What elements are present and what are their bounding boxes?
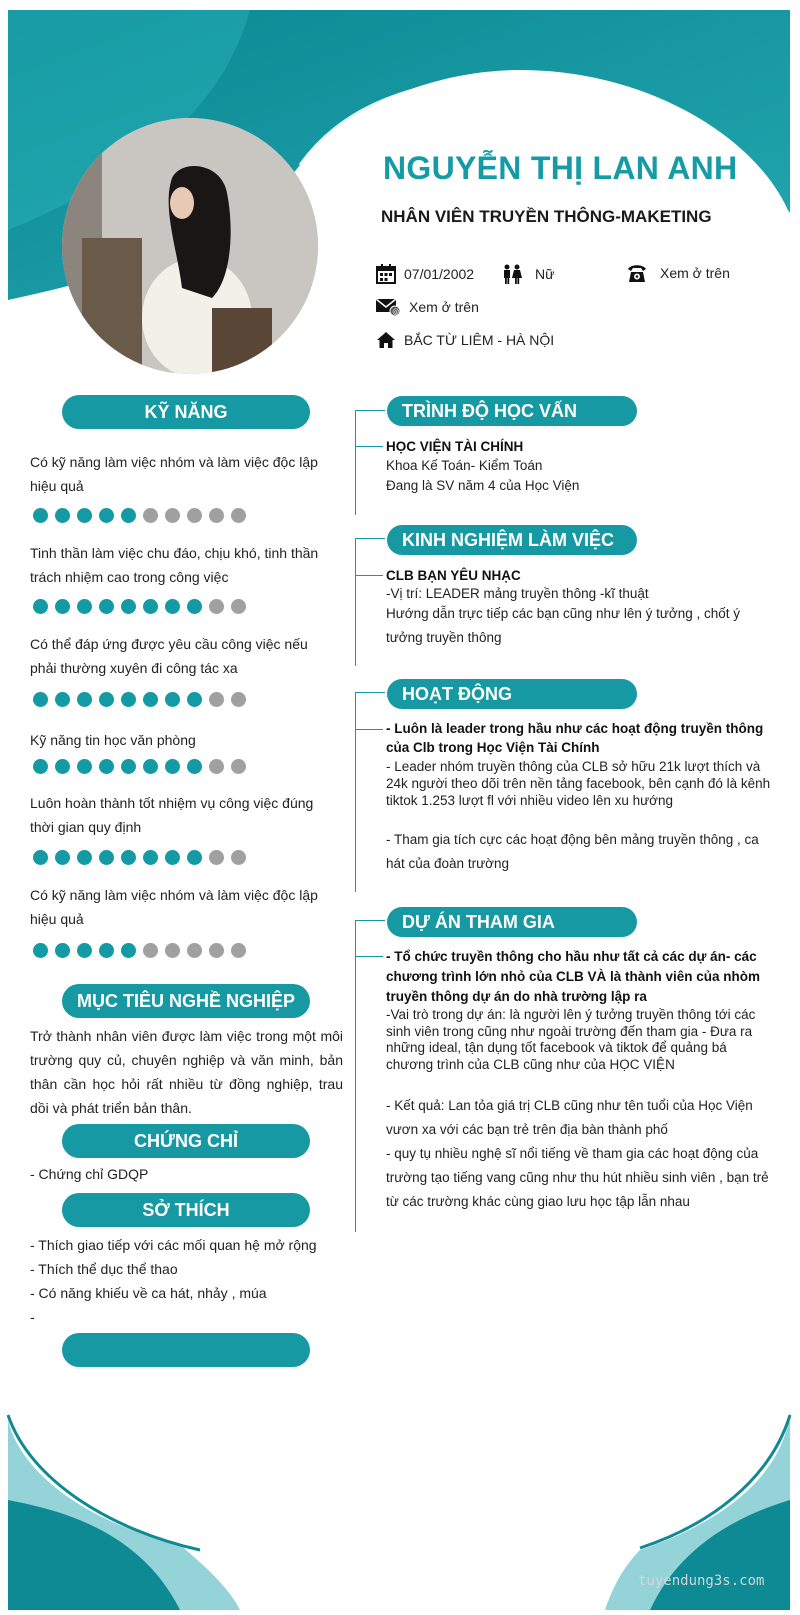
rating-dot-empty [231,943,246,958]
address-info [376,331,554,349]
activities-headline: - Luôn là leader trong hầu như các hoạt động truyền thông của Clb trong Học Viện Tài Chính [386,721,764,755]
birthday-value: 07/01/2002 [404,266,475,282]
rating-dot-empty [231,692,246,707]
rating-dot-empty [187,943,202,958]
rating-dot-empty [209,759,224,774]
skill-rating [33,850,253,865]
rating-dot-filled [33,692,48,707]
section-line [355,920,385,921]
rating-dot-filled [55,692,70,707]
rating-dot-filled [55,759,70,774]
projects-role: -Vai trò trong dự án: là người lên ý tưởng truyền thông tới các sinh viên trong cũng như ngoài trường đến tham gia - Đưa ra những ideal, tận dụng tốt facebook và tiktok để quảng bá chương trình của CLB cũng như của HỌC VIỆN [386,1007,756,1072]
education-school: HỌC VIỆN TÀI CHÍNH [386,439,524,454]
empty-section-heading [62,1333,310,1367]
education-status: Đang là SV năm 4 của Học Viện [386,478,580,493]
rating-dot-filled [165,692,180,707]
skill-text: Có kỹ năng làm việc nhóm và làm việc độc lập hiệu quả [30,454,318,494]
phone-value: Xem ở trên [660,265,730,281]
section-line [355,956,383,957]
rating-dot-filled [33,759,48,774]
activities-detail: - Leader nhóm truyền thông của CLB sở hữu 21k lượt thích và 24k người theo dõi trên nền tảng facebook, bên cạnh đó là kênh tiktok 1.253 lượt fl với nhiều video lên xu hướng [386,759,771,808]
rating-dot-filled [187,692,202,707]
section-line [355,692,356,892]
skill-rating [33,759,253,774]
svg-text:@: @ [392,308,400,316]
rating-dot-filled [165,599,180,614]
rating-dot-filled [143,692,158,707]
rating-dot-empty [209,943,224,958]
rating-dot-filled [99,508,114,523]
home-icon [376,331,396,349]
email-info [375,297,479,317]
rating-dot-filled [99,943,114,958]
watermark: tuyendung3s.com [638,1573,765,1589]
experience-position: -Vị trí: LEADER mảng truyền thông -kĩ thuật [386,586,649,601]
experience-org: CLB BẠN YÊU NHẠC [386,568,521,583]
rating-dot-filled [99,692,114,707]
skill-text: Kỹ năng tin học văn phòng [30,732,196,748]
rating-dot-empty [165,943,180,958]
skill-text: Tinh thần làm việc chu đáo, chịu khó, tinh thần trách nhiệm cao trong công việc [30,545,319,585]
certificates-heading: CHỨNG CHỈ [62,1124,310,1158]
rating-dot-empty [231,759,246,774]
section-line [355,446,383,447]
rating-dot-filled [121,692,136,707]
profile-photo [62,118,318,374]
rating-dot-filled [121,759,136,774]
projects-heading: DỰ ÁN THAM GIA [387,907,637,937]
rating-dot-filled [187,599,202,614]
rating-dot-filled [33,599,48,614]
skill-rating [33,692,253,707]
rating-dot-empty [209,850,224,865]
rating-dot-filled [143,759,158,774]
rating-dot-filled [121,508,136,523]
birthday-info [376,264,474,284]
rating-dot-filled [77,850,92,865]
section-line [355,692,385,693]
experience-heading: KINH NGHIỆM LÀM VIỆC [387,525,637,555]
section-line [355,538,356,666]
skill-text: Luôn hoàn thành tốt nhiệm vụ công việc đúng thời gian quy định [30,795,314,835]
certificate-item: - Chứng chỉ GDQP [30,1166,149,1182]
skill-rating [33,508,253,523]
career-heading: MỤC TIÊU NGHỀ NGHIỆP [62,984,310,1018]
rating-dot-filled [99,850,114,865]
rating-dot-filled [187,850,202,865]
hobby-item: - Thích giao tiếp với các mối quan hệ mở rộng [30,1237,317,1253]
skills-heading: KỸ NĂNG [62,395,310,429]
rating-dot-empty [143,508,158,523]
skill-rating [33,943,253,958]
rating-dot-filled [55,599,70,614]
rating-dot-filled [165,759,180,774]
rating-dot-filled [55,850,70,865]
skill-rating [33,599,253,614]
email-value: Xem ở trên [409,299,479,315]
education-major: Khoa Kế Toán- Kiểm Toán [386,458,543,473]
hobby-item: - Có năng khiếu về ca hát, nhảy , múa [30,1285,267,1301]
rating-dot-empty [209,508,224,523]
gender-icon [501,264,523,284]
rating-dot-filled [165,850,180,865]
rating-dot-empty [231,599,246,614]
phone-icon [627,263,647,283]
rating-dot-filled [121,850,136,865]
rating-dot-filled [77,692,92,707]
rating-dot-empty [187,508,202,523]
activities-heading: HOẠT ĐỘNG [387,679,637,709]
rating-dot-filled [121,599,136,614]
job-title: NHÂN VIÊN TRUYỀN THÔNG-MAKETING [381,207,712,226]
hobbies-heading: SỞ THÍCH [62,1193,310,1227]
gender-info [501,264,554,284]
hobby-item: - Thích thể dục thể thao [30,1261,178,1277]
section-line [355,410,385,411]
projects-result: - Kết quả: Lan tỏa giá trị CLB cũng như tên tuổi của Học Viện vươn xa với các bạn trẻ trên địa bàn thành phố [386,1098,753,1137]
rating-dot-filled [77,508,92,523]
skill-text: Có thể đáp ứng được yêu cầu công việc nếu phải thường xuyên đi công tác xa [30,636,308,676]
rating-dot-filled [55,508,70,523]
projects-extra: - quy tụ nhiều nghệ sĩ nổi tiếng về tham gia các hoạt động của trường tạo tiếng vang cũng như thu hút nhiều sinh viên , bạn trẻ từ các trường khác cùng giao lưu học tập lẫn nhau [386,1146,769,1209]
candidate-name: NGUYỄN THỊ LAN ANH [383,150,738,186]
rating-dot-empty [231,508,246,523]
experience-desc: Hướng dẫn trực tiếp các bạn cũng như lên ý tưởng , chốt ý tưởng truyền thông [386,606,741,645]
gender-value: Nữ [535,266,555,282]
projects-headline: - Tổ chức truyền thông cho hầu như tất cả các dự án- các chương trình lớn nhỏ của CLB VÀ là thành viên của nhòm truyền thông dự án do nhà trường lập ra [386,949,760,1004]
activities-extra: - Tham gia tích cực các hoạt động bên mảng truyền thông , ca hát của đoàn trường [386,832,759,871]
section-line [355,729,383,730]
rating-dot-filled [187,759,202,774]
rating-dot-empty [165,508,180,523]
section-line [355,575,383,576]
section-line [355,920,356,1232]
calendar-icon [376,264,396,284]
rating-dot-filled [143,850,158,865]
career-objective: Trở thành nhân viên được làm việc trong một môi trường quy củ, chuyên nghiệp và văn minh, bản thân cần học hỏi rất nhiều từ đồng nghiệp, trau dồi và phát triển bản thân. [30,1028,343,1116]
rating-dot-filled [33,943,48,958]
rating-dot-filled [55,943,70,958]
rating-dot-filled [143,599,158,614]
rating-dot-filled [33,508,48,523]
rating-dot-filled [77,759,92,774]
rating-dot-filled [77,943,92,958]
rating-dot-filled [99,599,114,614]
phone-info [627,263,730,283]
rating-dot-filled [99,759,114,774]
rating-dot-empty [231,850,246,865]
education-heading: TRÌNH ĐỘ HỌC VẤN [387,396,637,426]
rating-dot-filled [121,943,136,958]
rating-dot-filled [77,599,92,614]
section-line [355,538,385,539]
rating-dot-filled [33,850,48,865]
email-icon [375,297,401,317]
skill-text: Có kỹ năng làm việc nhóm và làm việc độc lập hiệu quả [30,887,318,927]
rating-dot-empty [209,599,224,614]
address-value: BẮC TỪ LIÊM - HÀ NỘI [404,332,555,348]
hobby-item: - [30,1309,35,1325]
rating-dot-empty [209,692,224,707]
rating-dot-empty [143,943,158,958]
section-line [355,410,356,515]
